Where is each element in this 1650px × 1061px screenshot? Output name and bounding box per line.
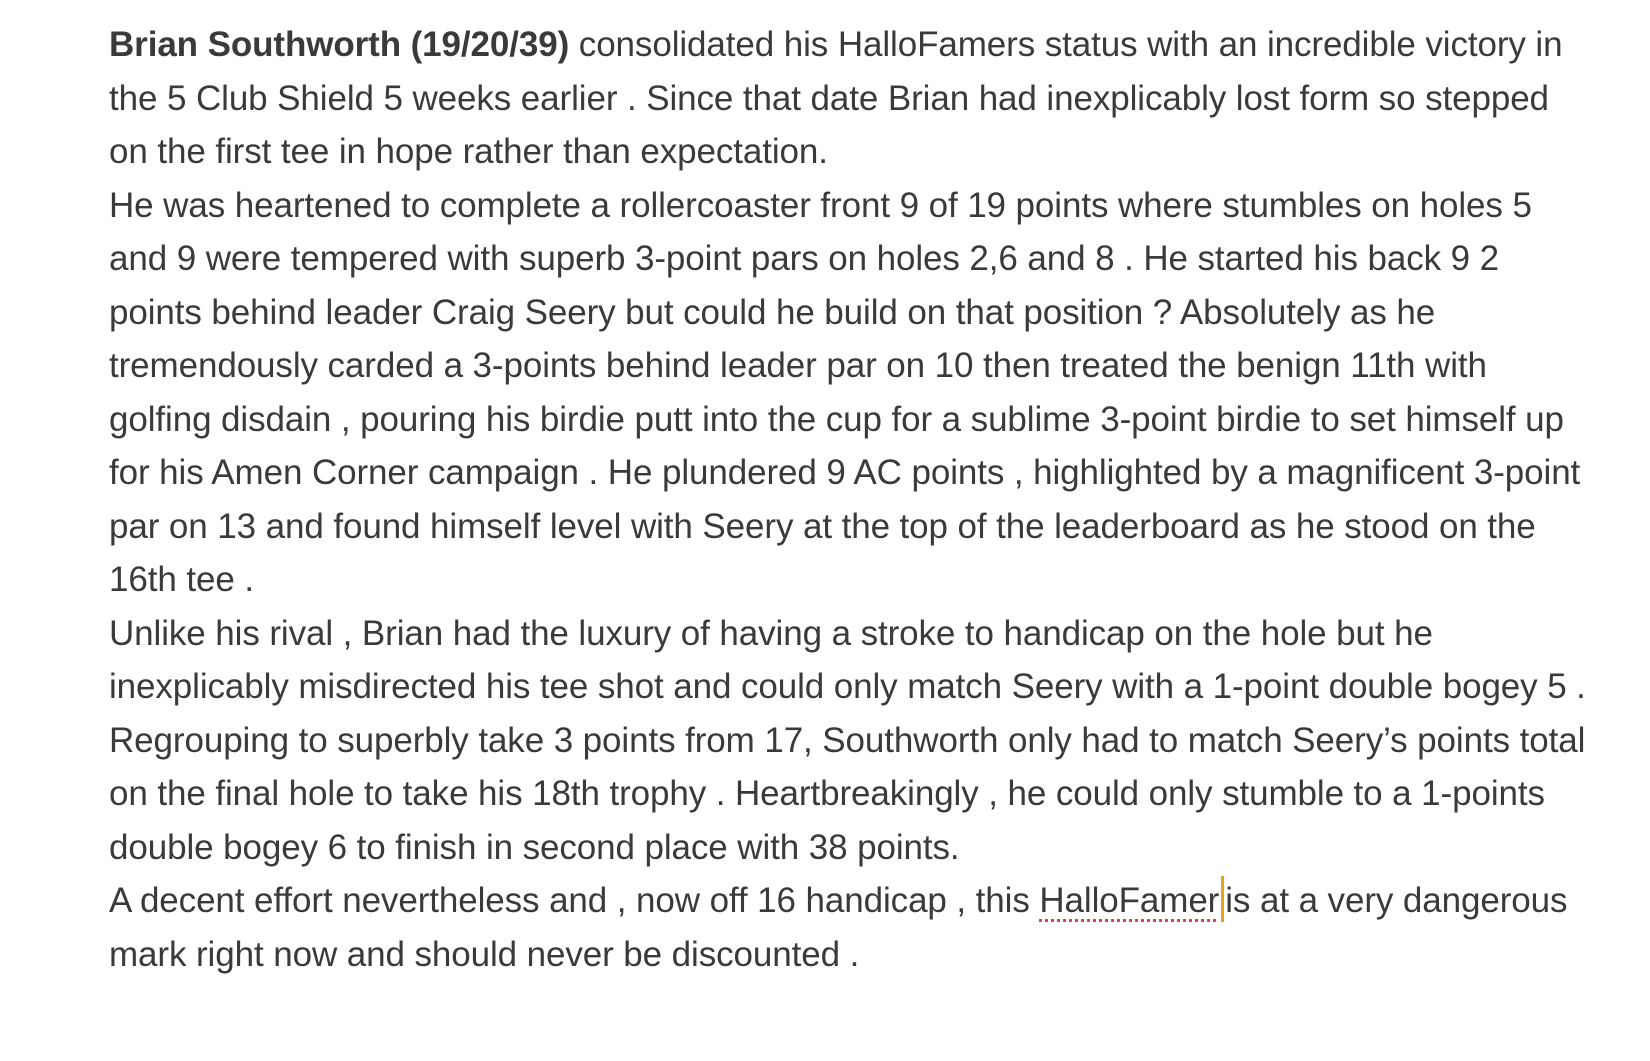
paragraph-intro-text: consolidated his HalloFamers status with an incredible victory in the 5 Club Shield 5 weeks earlier . Since that date Brian had inexplicably lost form so stepped on the first tee in hope rather than expectation. [109, 25, 1563, 171]
paragraph-conclusion [109, 874, 1589, 981]
text-cursor [1221, 876, 1224, 922]
conclusion-text-before: A decent effort nevertheless and , now off 16 handicap , this [109, 881, 1040, 920]
paragraph-round-summary: He was heartened to complete a rollercoaster front 9 of 19 points where stumbles on holes 5 and 9 were tempered with superb 3-point pars on holes 2,6 and 8 . He started his back 9 2 points behind leader Craig Seery but could he build on that position ? Absolutely as he tremendously carded a 3-points behind leader par on 10 then treated the benign 11th with golfing disdain , pouring his birdie putt into the cup for a sublime 3-point birdie to set himself up for his Amen Corner campaign . He plundered 9 AC points , highlighted by a magnificent 3-point par on 13 and found himself level with Seery at the top of the leaderboard as he stood on the 16th tee . [109, 185, 1581, 599]
conclusion-text-after: is at a very dangerous mark right now and should never be discounted . [109, 881, 1568, 974]
paragraph-intro [109, 18, 1589, 179]
player-name-heading: Brian Southworth (19/20/39) [109, 25, 570, 64]
text-editor[interactable] [109, 18, 1589, 981]
misspelled-word[interactable]: HalloFamer [1039, 881, 1220, 920]
paragraph-finish: Unlike his rival , Brian had the luxury of having a stroke to handicap on the hole but he inexplicably misdirected his tee shot and could only match Seery with a 1-point double bogey 5 . Regrouping to superbly take 3 points from 17, Southworth only had to match Seery’s points total on the final hole to take his 18th trophy . Heartbreakingly , he could only stumble to a 1-points double bogey 6 to finish in second place with 38 points. [109, 613, 1586, 867]
